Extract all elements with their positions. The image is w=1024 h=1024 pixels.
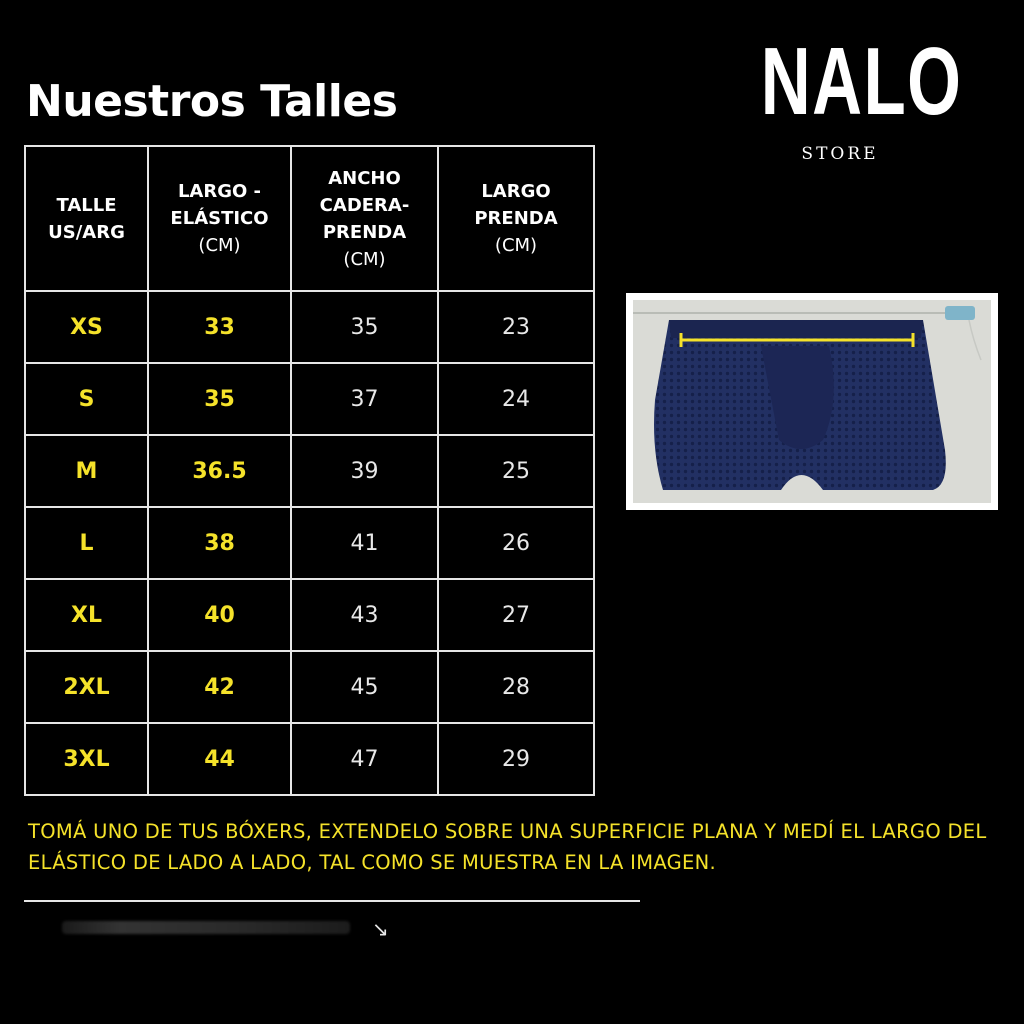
boxer-waistband: [669, 320, 923, 338]
size-cell: M: [25, 435, 148, 507]
garment-length-cell: 24: [438, 363, 594, 435]
header-talle-label: TALLE US/ARG: [48, 194, 125, 243]
header-largo-elastico: [148, 146, 291, 291]
header-ancho-cadera: [291, 146, 438, 291]
garment-length-cell: 26: [438, 507, 594, 579]
page-title: Nuestros Talles: [26, 76, 398, 127]
hip-width-cell: 43: [291, 579, 438, 651]
size-cell: L: [25, 507, 148, 579]
header-talle: [25, 146, 148, 291]
header-ancho-cadera-unit: (CM): [343, 248, 386, 270]
table-row: [25, 723, 594, 795]
boxer-illustration: [633, 300, 991, 503]
brand-name: NALO: [760, 28, 963, 135]
header-ancho-cadera-label: ANCHO CADERA-PRENDA: [319, 167, 410, 243]
size-table: [24, 145, 595, 796]
blurred-text: [62, 921, 350, 934]
arrow-down-right-icon: ↘: [372, 917, 389, 941]
size-table-header-row: [25, 146, 594, 291]
table-row: [25, 579, 594, 651]
garment-length-cell: 23: [438, 291, 594, 363]
size-cell: S: [25, 363, 148, 435]
elastic-length-cell: 35: [148, 363, 291, 435]
boxer-measurement-photo: [626, 293, 998, 510]
table-row: [25, 507, 594, 579]
hip-width-cell: 41: [291, 507, 438, 579]
size-cell: 2XL: [25, 651, 148, 723]
size-cell: 3XL: [25, 723, 148, 795]
brand-subtitle: STORE: [801, 144, 879, 164]
header-largo-elastico-unit: (CM): [198, 235, 241, 256]
elastic-length-cell: 38: [148, 507, 291, 579]
elastic-length-cell: 33: [148, 291, 291, 363]
garment-length-cell: 28: [438, 651, 594, 723]
hip-width-cell: 39: [291, 435, 438, 507]
header-largo-prenda-label: LARGO PRENDA: [474, 181, 558, 229]
hip-width-cell: 45: [291, 651, 438, 723]
table-row: [25, 291, 594, 363]
garment-length-cell: 27: [438, 579, 594, 651]
size-cell: XL: [25, 579, 148, 651]
table-row: [25, 651, 594, 723]
elastic-length-cell: 40: [148, 579, 291, 651]
divider: [24, 900, 640, 902]
header-largo-prenda-unit: (CM): [494, 235, 538, 256]
size-cell: XS: [25, 291, 148, 363]
boxer-photo-background: [633, 300, 991, 503]
elastic-length-cell: 42: [148, 651, 291, 723]
tape-measure-icon: [945, 306, 975, 320]
header-largo-elastico-label: LARGO - ELÁSTICO: [170, 181, 269, 229]
garment-length-cell: 29: [438, 723, 594, 795]
table-row: [25, 363, 594, 435]
measurement-instructions: TOMÁ UNO DE TUS BÓXERS, EXTENDELO SOBRE UNA SUPERFICIE PLANA Y MEDÍ EL LARGO DEL ELÁSTICO DE LADO A LADO, TAL COMO SE MUESTRA EN LA IMAGEN.: [28, 820, 987, 874]
hip-width-cell: 35: [291, 291, 438, 363]
hip-width-cell: 37: [291, 363, 438, 435]
elastic-length-cell: 44: [148, 723, 291, 795]
table-row: [25, 435, 594, 507]
hip-width-cell: 47: [291, 723, 438, 795]
header-largo-prenda: [438, 146, 594, 291]
elastic-length-cell: 36.5: [148, 435, 291, 507]
brand-logo: [730, 28, 963, 164]
garment-length-cell: 25: [438, 435, 594, 507]
